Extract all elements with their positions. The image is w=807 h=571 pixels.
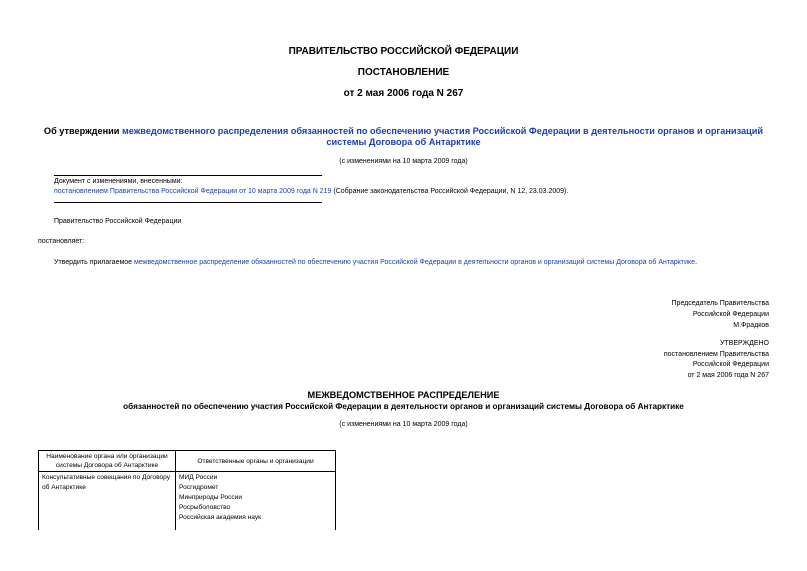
row1-col1-line1: Консультативные совещания по Договору — [42, 474, 171, 481]
approved-line2: постановлением Правительства — [663, 350, 769, 358]
document-date-number: от 2 мая 2006 года N 267 — [343, 88, 464, 99]
org-item: Российская академия наук — [179, 514, 262, 521]
approved-line1: УТВЕРЖДЕНО — [719, 340, 769, 347]
changes-top-rule — [54, 175, 322, 176]
table-header-col1 — [39, 451, 176, 472]
table-row — [39, 472, 336, 531]
header-col1-line1: Наименование органа или организации — [46, 453, 168, 460]
title-prefix: Об утверждении — [43, 126, 122, 136]
approved-line3: Российской Федерации — [692, 361, 769, 368]
document-title — [0, 126, 807, 148]
approve-paragraph — [54, 259, 697, 266]
org-item: Росрыболовство — [179, 504, 231, 511]
title-link[interactable]: межведомственного распределения обязанностей по обеспечению участия Российской Федерации в деятельности органов и организаций — [122, 126, 764, 136]
changes-bottom-rule — [54, 202, 322, 203]
changes-line — [54, 188, 568, 195]
approved-line4: от 2 мая 2006 года N 267 — [687, 371, 769, 379]
org-item: Минприроды России — [179, 494, 243, 501]
title-link-line2[interactable]: системы Договора об Антарктике — [326, 137, 481, 147]
org-item: Росгидромет — [179, 484, 219, 491]
document-type: ПОСТАНОВЛЕНИЕ — [357, 67, 450, 78]
changes-rest: (Собрание законодательства Российской Федерации, N 12, 23.03.2009). — [331, 188, 569, 195]
table-header-col2: Ответственные органы и организации — [176, 451, 336, 472]
approve-suffix: . — [695, 259, 698, 266]
signature-block — [672, 298, 769, 331]
approve-link[interactable]: межведомственное распределение обязанностей по обеспечению участия Российской Федерации в деятельности органов и организаций системы Договора об Антарктике — [134, 259, 696, 266]
government-line: Правительство Российской Федерации — [54, 218, 182, 225]
approved-block — [664, 339, 769, 381]
decides-line: постановляет: — [38, 238, 85, 245]
changes-label: Документ с изменениями, внесенными: — [54, 178, 183, 185]
row1-col1-line2: об Антарктике — [42, 484, 86, 491]
signature-line1: Председатель Правительства — [671, 300, 769, 307]
row1-col2 — [176, 472, 336, 531]
signature-line3: М.Фрадков — [733, 322, 769, 329]
approve-prefix: Утвердить прилагаемое — [54, 259, 135, 266]
org-item: МИД России — [179, 474, 218, 481]
changes-link[interactable]: постановлением Правительства Российской Федерации от 10 марта 2009 года N 219 — [54, 188, 332, 195]
amendment-note: (с изменениями на 10 марта 2009 года) — [339, 158, 468, 165]
appendix-subtitle: обязанностей по обеспечению участия Российской Федерации в деятельности органов и организаций системы Договора об Антарктике — [123, 402, 684, 411]
government-heading: ПРАВИТЕЛЬСТВО РОССИЙСКОЙ ФЕДЕРАЦИИ — [288, 46, 519, 57]
signature-line2: Российской Федерации — [692, 311, 769, 318]
appendix-note: (с изменениями на 10 марта 2009 года) — [339, 421, 468, 428]
header-col1-line2: системы Договора об Антарктике — [55, 462, 159, 469]
row1-col1 — [39, 472, 176, 531]
table-header-row — [39, 451, 336, 472]
appendix-title: МЕЖВЕДОМСТВЕННОЕ РАСПРЕДЕЛЕНИЕ — [307, 390, 500, 400]
distribution-table — [38, 450, 336, 530]
